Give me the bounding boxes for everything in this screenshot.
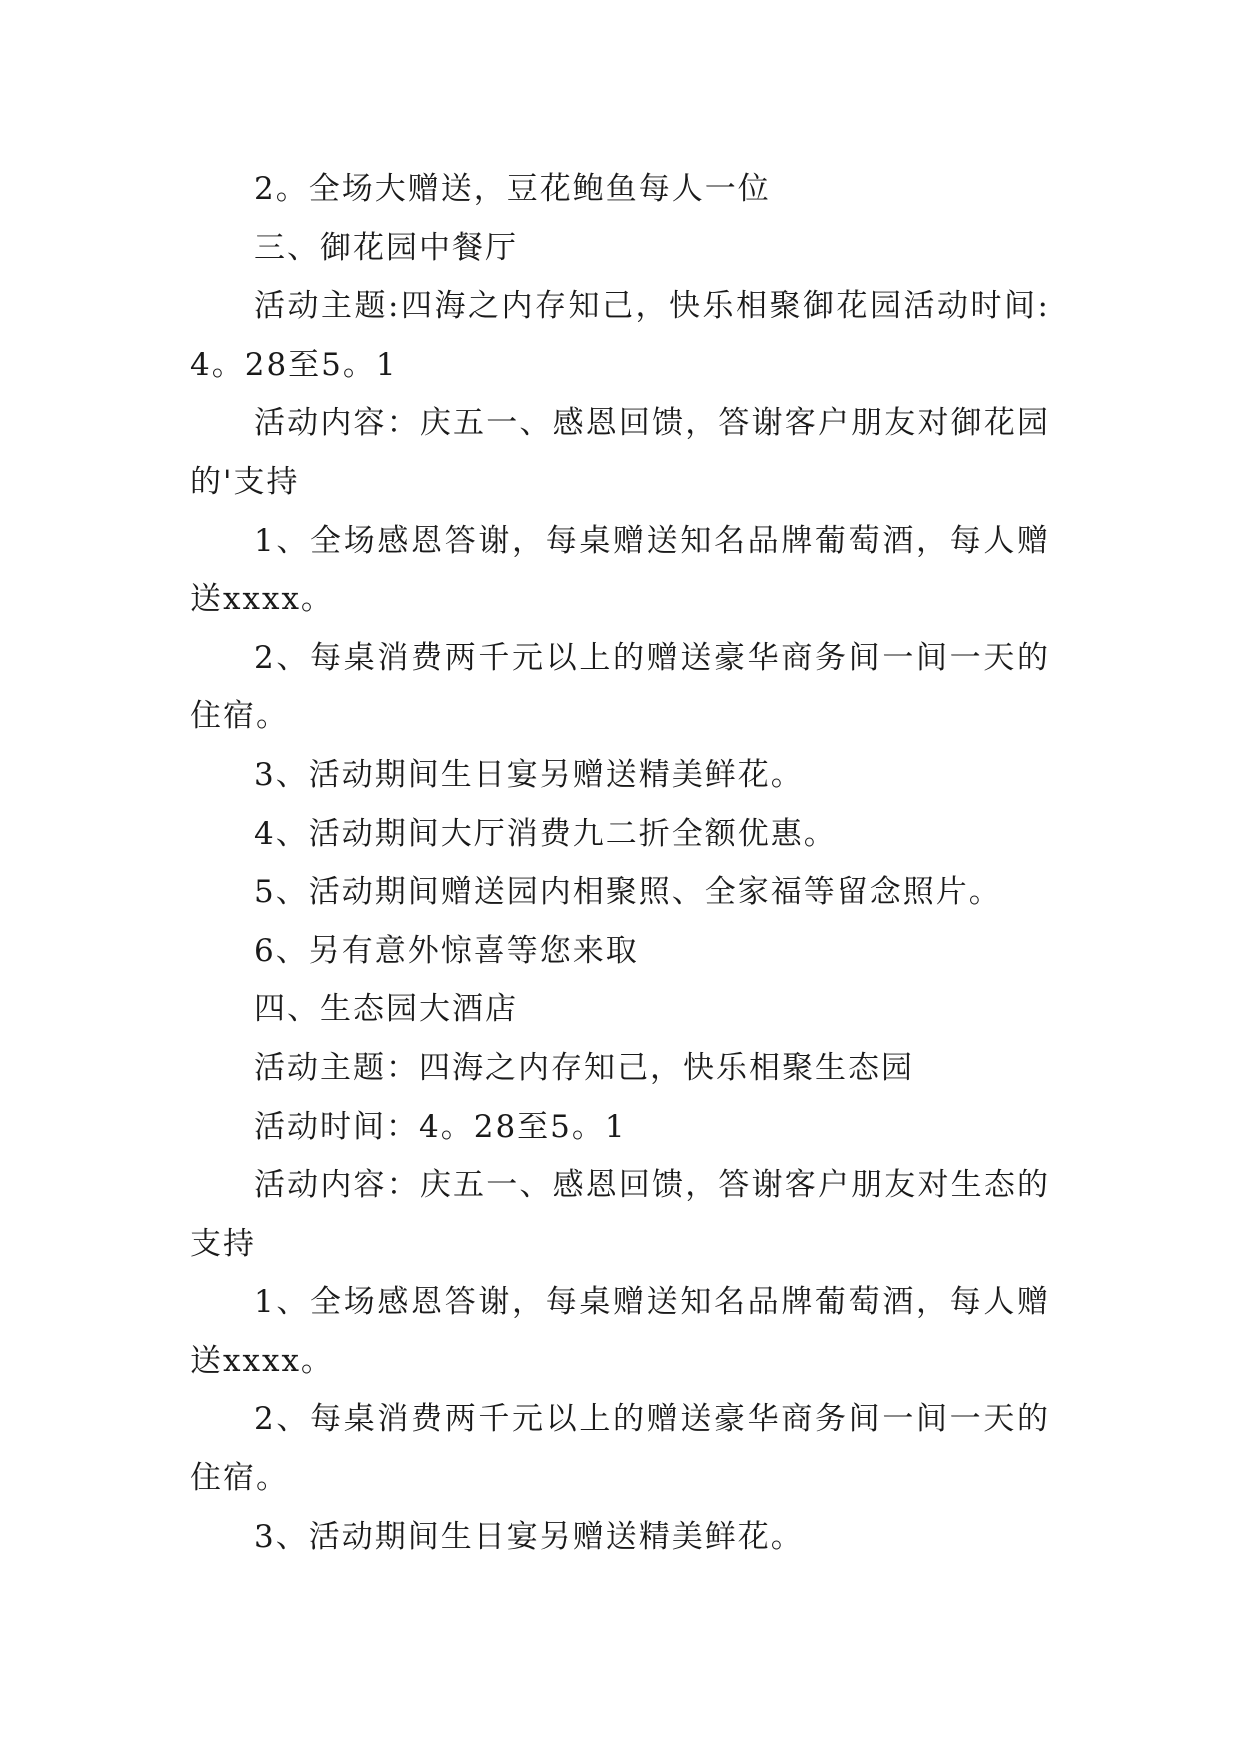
paragraph-time-shengtaiyuan: 活动时间：4。28至5。1: [254, 1108, 627, 1145]
paragraph-content-yuhuayuan: 活动内容：庆五一、感恩回馈，答谢客户朋友对御花园的'支持: [190, 405, 1050, 500]
paragraph-theme-shengtaiyuan: 活动主题：四海之内存知己，快乐相聚生态园: [254, 1049, 914, 1086]
list-item: 3、活动期间生日宴另赠送精美鲜花。: [254, 756, 804, 793]
list-item: 3、活动期间生日宴另赠送精美鲜花。: [254, 1518, 804, 1555]
list-item: 5、活动期间赠送园内相聚照、全家福等留念照片。: [254, 874, 1002, 911]
paragraph-content-shengtaiyuan: 活动内容：庆五一、感恩回馈，答谢客户朋友对生态的支持: [190, 1167, 1050, 1262]
document-body: [190, 160, 1050, 1566]
list-item: 6、另有意外惊喜等您来取: [254, 932, 639, 969]
list-item: 2、每桌消费两千元以上的赠送豪华商务间一间一天的住宿。: [190, 639, 1050, 735]
list-item: 1、全场感恩答谢，每桌赠送知名品牌葡萄酒，每人赠送xxxx。: [190, 522, 1050, 618]
section-heading-yuhuayuan: 三、御花园中餐厅: [254, 229, 518, 266]
list-item: 4、活动期间大厅消费九二折全额优惠。: [254, 815, 837, 852]
paragraph-gift-abalone: 2。全场大赠送，豆花鲍鱼每人一位: [254, 171, 771, 207]
section-heading-shengtaiyuan: 四、生态园大酒店: [254, 991, 518, 1028]
paragraph-theme-time-yuhuayuan: 活动主题:四海之内存知己，快乐相聚御花园活动时间:4。28至5。1: [190, 288, 1050, 383]
list-item: 1、全场感恩答谢，每桌赠送知名品牌葡萄酒，每人赠送xxxx。: [190, 1284, 1050, 1379]
list-item: 2、每桌消费两千元以上的赠送豪华商务间一间一天的住宿。: [190, 1401, 1050, 1497]
